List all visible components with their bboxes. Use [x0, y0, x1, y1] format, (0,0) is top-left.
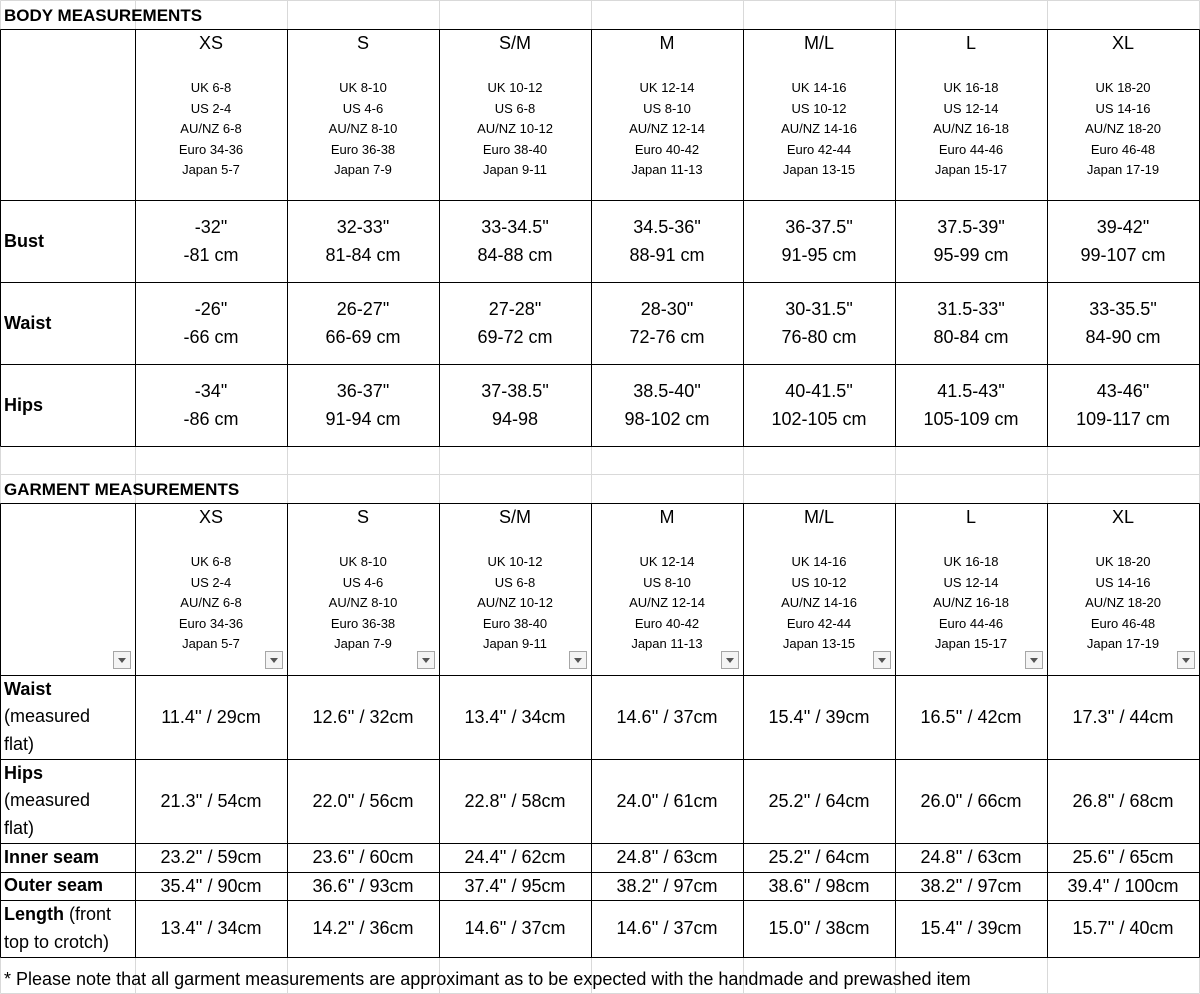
measurement-cell: 25.2'' / 64cm	[768, 790, 870, 811]
row-header-name: Hips	[4, 762, 44, 783]
value-cm: 88-91 cm	[629, 245, 705, 265]
size-conversion-list	[933, 78, 1009, 181]
measurement-cell	[135, 364, 287, 446]
size-header-cell	[591, 29, 743, 200]
dropdown-arrow-icon	[878, 658, 886, 663]
row-header-title	[4, 901, 135, 929]
size-conversion-list	[1085, 552, 1161, 655]
size-conversion-uk: UK 8-10	[339, 80, 387, 95]
size-conversion-au: AU/NZ 14-16	[781, 121, 857, 137]
value-inches: 37.5-39"	[937, 217, 1005, 237]
size-conversion-uk: UK 16-18	[943, 80, 999, 95]
size-label: M/L	[803, 507, 834, 527]
dropdown-arrow-icon	[270, 658, 278, 663]
value-cm: -86 cm	[183, 409, 239, 429]
size-conversion-au: AU/NZ 8-10	[328, 121, 398, 137]
measurement-cell: 11.4'' / 29cm	[161, 706, 261, 727]
filter-dropdown-button[interactable]	[569, 651, 587, 669]
measurement-cell: 13.4'' / 34cm	[160, 918, 262, 938]
measurement-cell: 14.2'' / 36cm	[312, 918, 414, 938]
value-inches: 38.5-40"	[633, 381, 701, 401]
measurement-cell: 23.2'' / 59cm	[160, 847, 262, 867]
row-header-name: Waist	[4, 678, 52, 699]
measurement-cell	[287, 282, 439, 364]
size-conversion-euro: Euro 34-36	[178, 141, 244, 157]
size-header-cell	[895, 503, 1047, 675]
size-conversion-list	[179, 552, 243, 655]
size-label: L	[965, 33, 976, 53]
filter-dropdown-button[interactable]	[1177, 651, 1195, 669]
value-inches: 30-31.5"	[785, 299, 853, 319]
measurement-cell: 17.3'' / 44cm	[1072, 706, 1174, 727]
measurement-cell: 22.8'' / 58cm	[464, 790, 566, 811]
size-conversion-au: AU/NZ 12-14	[629, 121, 705, 137]
value-inches: 32-33"	[336, 217, 390, 237]
value-inches: 27-28"	[488, 299, 542, 319]
measurement-cell: 15.7'' / 40cm	[1072, 918, 1174, 938]
size-label: XS	[198, 507, 223, 527]
measurement-cell: 24.8'' / 63cm	[920, 847, 1022, 867]
size-conversion-uk: UK 10-12	[487, 554, 543, 569]
value-cm: 91-94 cm	[325, 409, 401, 429]
size-label: M/L	[803, 33, 834, 53]
measurement-cell	[1047, 282, 1199, 364]
measurement-cell	[439, 282, 591, 364]
size-conversion-au: AU/NZ 18-20	[1085, 121, 1161, 137]
size-label: L	[965, 507, 976, 527]
row-header-hips: Hips	[4, 394, 44, 415]
size-label: S	[356, 33, 369, 53]
measurement-cell: 14.6'' / 37cm	[616, 918, 718, 938]
size-header-cell	[439, 29, 591, 200]
size-label: XS	[198, 33, 223, 53]
row-header-bust: Bust	[4, 230, 44, 251]
size-label: XL	[1111, 33, 1135, 53]
value-cm: 98-102 cm	[624, 409, 710, 429]
size-conversion-us: US 8-10	[643, 100, 691, 116]
row-header-title	[4, 760, 135, 788]
row-header-note: top to crotch)	[4, 931, 110, 952]
measurement-cell	[895, 364, 1047, 446]
value-cm: -66 cm	[183, 327, 239, 347]
measurement-cell	[743, 364, 895, 446]
size-conversion-japan: Japan 9-11	[482, 162, 548, 178]
row-header-note: (measured	[4, 790, 91, 811]
size-conversion-us: US 2-4	[190, 100, 232, 116]
size-conversion-euro: Euro 42-44	[786, 615, 852, 631]
filter-dropdown-button[interactable]	[1025, 651, 1043, 669]
row-header-name: Inner seam	[4, 846, 100, 867]
value-cm: 76-80 cm	[781, 327, 857, 347]
size-conversion-japan: Japan 15-17	[934, 162, 1008, 178]
value-cm: -81 cm	[183, 245, 239, 265]
size-conversion-japan: Japan 5-7	[182, 162, 240, 178]
measurement-cell	[439, 364, 591, 446]
value-inches: 39-42"	[1096, 217, 1150, 237]
size-conversion-euro: Euro 38-40	[482, 141, 548, 157]
size-conversion-euro: Euro 42-44	[786, 141, 852, 157]
size-label: S	[356, 507, 369, 527]
size-header-cell	[1047, 29, 1199, 200]
measurement-cell	[1047, 200, 1199, 282]
size-conversion-uk: UK 18-20	[1095, 554, 1151, 569]
value-inches: 33-34.5"	[481, 217, 549, 237]
measurement-cell	[591, 282, 743, 364]
size-conversion-us: US 8-10	[643, 574, 691, 590]
measurement-cell: 24.4'' / 62cm	[464, 847, 566, 867]
size-conversion-us: US 4-6	[342, 100, 384, 116]
row-header-waist	[0, 675, 135, 759]
measurement-cell	[591, 364, 743, 446]
measurement-cell	[895, 282, 1047, 364]
size-conversion-japan: Japan 17-19	[1086, 636, 1160, 652]
measurement-cell: 38.2'' / 97cm	[920, 875, 1022, 896]
size-conversion-us: US 2-4	[190, 574, 232, 590]
measurement-cell: 36.6'' / 93cm	[312, 875, 414, 896]
row-header-length	[0, 900, 135, 957]
size-header-cell	[287, 503, 439, 675]
measurement-cell: 38.6'' / 98cm	[768, 875, 870, 896]
measurement-cell	[135, 282, 287, 364]
size-conversion-euro: Euro 38-40	[482, 615, 548, 631]
measurement-cell: 24.8'' / 63cm	[616, 847, 718, 867]
size-header-cell	[591, 503, 743, 675]
size-conversion-japan: Japan 17-19	[1086, 162, 1160, 178]
size-conversion-japan: Japan 9-11	[482, 636, 548, 652]
measurement-cell: 16.5'' / 42cm	[920, 706, 1022, 727]
row-header-title	[4, 844, 135, 872]
size-conversion-euro: Euro 46-48	[1090, 141, 1156, 157]
value-cm: 84-88 cm	[477, 245, 553, 265]
measurement-cell: 13.4'' / 34cm	[464, 706, 566, 727]
size-conversion-list	[477, 78, 553, 181]
measurement-cell: 26.8'' / 68cm	[1072, 790, 1174, 811]
dropdown-arrow-icon	[1030, 658, 1038, 663]
size-conversion-list	[329, 552, 398, 655]
size-conversion-uk: UK 8-10	[339, 554, 387, 569]
value-cm: 80-84 cm	[933, 327, 1009, 347]
size-conversion-us: US 4-6	[342, 574, 384, 590]
size-conversion-us: US 14-16	[1095, 100, 1151, 116]
size-label: S/M	[498, 33, 531, 53]
value-inches: -26"	[194, 299, 228, 319]
size-label: M	[659, 507, 675, 527]
value-cm: 72-76 cm	[629, 327, 705, 347]
measurement-cell: 21.3'' / 54cm	[160, 790, 262, 811]
value-cm: 105-109 cm	[923, 409, 1019, 429]
measurement-cell	[743, 200, 895, 282]
value-inches: 41.5-43"	[937, 381, 1005, 401]
measurement-cell: 38.2'' / 97cm	[616, 875, 718, 896]
filter-dropdown-button[interactable]	[873, 651, 891, 669]
size-conversion-uk: UK 6-8	[190, 554, 232, 569]
measurement-cell	[895, 200, 1047, 282]
row-header-title	[4, 676, 135, 704]
measurement-cell	[287, 364, 439, 446]
size-conversion-uk: UK 16-18	[943, 554, 999, 569]
size-conversion-uk: UK 14-16	[791, 80, 847, 95]
size-conversion-us: US 6-8	[494, 574, 536, 590]
size-label: S/M	[498, 507, 531, 527]
size-conversion-list	[179, 78, 243, 181]
value-inches: 31.5-33"	[937, 299, 1005, 319]
size-conversion-japan: Japan 11-13	[631, 162, 703, 178]
size-conversion-euro: Euro 40-42	[634, 141, 700, 157]
size-conversion-au: AU/NZ 6-8	[180, 595, 242, 611]
value-cm: 69-72 cm	[477, 327, 553, 347]
size-conversion-us: US 10-12	[791, 574, 847, 590]
measurement-cell	[591, 200, 743, 282]
size-conversion-us: US 14-16	[1095, 574, 1151, 590]
value-inches: 36-37.5"	[785, 217, 853, 237]
size-conversion-japan: Japan 7-9	[334, 162, 392, 178]
size-conversion-euro: Euro 36-38	[330, 141, 396, 157]
value-inches: 33-35.5"	[1089, 299, 1157, 319]
value-inches: 34.5-36"	[633, 217, 701, 237]
size-conversion-japan: Japan 7-9	[334, 636, 392, 652]
measurement-cell	[135, 200, 287, 282]
size-conversion-euro: Euro 34-36	[178, 615, 244, 631]
value-inches: 37-38.5"	[481, 381, 549, 401]
size-conversion-list	[781, 78, 857, 181]
size-conversion-us: US 6-8	[494, 100, 536, 116]
row-header-suffix: (front	[64, 904, 112, 924]
measurement-cell: 26.0'' / 66cm	[920, 790, 1022, 811]
size-conversion-au: AU/NZ 12-14	[629, 595, 705, 611]
measurement-cell: 12.6'' / 32cm	[312, 706, 414, 727]
garment-section-title: GARMENT MEASUREMENTS	[4, 480, 240, 499]
value-inches: -32"	[194, 217, 228, 237]
measurement-cell: 25.2'' / 64cm	[768, 847, 870, 867]
measurement-cell: 15.4'' / 39cm	[920, 918, 1022, 938]
size-conversion-au: AU/NZ 10-12	[477, 595, 553, 611]
size-conversion-au: AU/NZ 16-18	[933, 595, 1009, 611]
value-cm: 84-90 cm	[1085, 327, 1161, 347]
size-conversion-euro: Euro 36-38	[330, 615, 396, 631]
measurement-cell: 22.0'' / 56cm	[312, 790, 414, 811]
measurement-cell: 15.0'' / 38cm	[768, 918, 870, 938]
value-inches: 28-30"	[640, 299, 694, 319]
size-label: XL	[1111, 507, 1135, 527]
measurement-cell: 14.6'' / 37cm	[616, 706, 718, 727]
size-conversion-list	[933, 552, 1009, 655]
size-header-cell	[895, 29, 1047, 200]
measurement-cell: 23.6'' / 60cm	[312, 847, 414, 867]
size-conversion-list	[329, 78, 398, 181]
size-conversion-euro: Euro 44-46	[938, 615, 1004, 631]
size-header-cell	[743, 29, 895, 200]
measurement-cell	[1047, 364, 1199, 446]
size-conversion-uk: UK 12-14	[639, 554, 695, 569]
size-conversion-japan: Japan 13-15	[782, 636, 856, 652]
size-header-cell	[439, 503, 591, 675]
size-conversion-list	[1085, 78, 1161, 181]
size-conversion-list	[629, 78, 705, 181]
size-conversion-au: AU/NZ 18-20	[1085, 595, 1161, 611]
size-conversion-uk: UK 18-20	[1095, 80, 1151, 95]
size-header-cell	[287, 29, 439, 200]
value-inches: 43-46"	[1096, 381, 1150, 401]
filter-dropdown-button[interactable]	[721, 651, 739, 669]
size-header-cell	[743, 503, 895, 675]
size-conversion-list	[629, 552, 705, 655]
filter-dropdown-button[interactable]	[265, 651, 283, 669]
size-conversion-uk: UK 10-12	[487, 80, 543, 95]
dropdown-arrow-icon	[574, 658, 582, 663]
measurement-cell: 14.6'' / 37cm	[464, 918, 566, 938]
measurement-cell: 39.4'' / 100cm	[1067, 875, 1179, 896]
size-conversion-japan: Japan 5-7	[182, 636, 240, 652]
measurement-cell: 24.0'' / 61cm	[616, 790, 718, 811]
measurement-cell: 35.4'' / 90cm	[160, 875, 262, 896]
size-conversion-au: AU/NZ 14-16	[781, 595, 857, 611]
row-header-note: (measured	[4, 706, 91, 727]
value-cm: 102-105 cm	[771, 409, 867, 429]
size-conversion-au: AU/NZ 6-8	[180, 121, 242, 137]
row-header-hips	[0, 759, 135, 843]
row-header-name: Length	[4, 904, 64, 924]
row-header-note: flat)	[4, 817, 35, 838]
size-conversion-uk: UK 6-8	[190, 80, 232, 95]
size-conversion-us: US 10-12	[791, 100, 847, 116]
value-cm: 91-95 cm	[781, 245, 857, 265]
size-conversion-japan: Japan 11-13	[631, 636, 703, 652]
size-header-cell	[135, 29, 287, 200]
size-conversion-uk: UK 14-16	[791, 554, 847, 569]
dropdown-arrow-icon	[1182, 658, 1190, 663]
row-header-title	[4, 872, 135, 900]
value-cm: 66-69 cm	[325, 327, 401, 347]
row-header-note: flat)	[4, 733, 35, 754]
row-header-inner-seam	[0, 843, 135, 872]
size-conversion-au: AU/NZ 16-18	[933, 121, 1009, 137]
row-header-name: Outer seam	[4, 875, 104, 896]
measurement-cell	[439, 200, 591, 282]
size-conversion-japan: Japan 13-15	[782, 162, 856, 178]
body-section-title: BODY MEASUREMENTS	[4, 6, 203, 25]
dropdown-arrow-icon	[422, 658, 430, 663]
filter-dropdown-button[interactable]	[113, 651, 131, 669]
size-label: M	[659, 33, 675, 53]
row-header-outer-seam	[0, 872, 135, 900]
value-inches: 26-27"	[336, 299, 390, 319]
size-conversion-euro: Euro 44-46	[938, 141, 1004, 157]
dropdown-arrow-icon	[726, 658, 734, 663]
size-conversion-list	[477, 552, 553, 655]
size-conversion-au: AU/NZ 8-10	[328, 595, 398, 611]
measurement-cell: 37.4'' / 95cm	[464, 875, 566, 896]
value-cm: 94-98	[491, 409, 539, 429]
value-inches: 36-37"	[336, 381, 390, 401]
dropdown-arrow-icon	[118, 658, 126, 663]
measurement-cell	[287, 200, 439, 282]
footnote: * Please note that all garment measurements are approximant as to be expected with the handmade and prewashed item	[4, 969, 971, 989]
size-conversion-japan: Japan 15-17	[934, 636, 1008, 652]
value-cm: 99-107 cm	[1080, 245, 1166, 265]
measurement-cell	[743, 282, 895, 364]
size-conversion-uk: UK 12-14	[639, 80, 695, 95]
measurement-cell: 15.4'' / 39cm	[768, 706, 870, 727]
size-conversion-euro: Euro 46-48	[1090, 615, 1156, 631]
size-conversion-list	[781, 552, 857, 655]
size-header-cell	[1047, 503, 1199, 675]
measurement-cell: 25.6'' / 65cm	[1072, 847, 1174, 867]
row-header-waist: Waist	[4, 312, 52, 333]
size-conversion-au: AU/NZ 10-12	[477, 121, 553, 137]
value-inches: -34"	[194, 381, 228, 401]
filter-dropdown-button[interactable]	[417, 651, 435, 669]
value-cm: 109-117 cm	[1076, 409, 1170, 429]
size-header-cell	[135, 503, 287, 675]
size-conversion-euro: Euro 40-42	[634, 615, 700, 631]
size-conversion-us: US 12-14	[943, 100, 999, 116]
value-cm: 95-99 cm	[933, 245, 1009, 265]
value-inches: 40-41.5"	[785, 381, 853, 401]
size-conversion-us: US 12-14	[943, 574, 999, 590]
value-cm: 81-84 cm	[325, 245, 401, 265]
